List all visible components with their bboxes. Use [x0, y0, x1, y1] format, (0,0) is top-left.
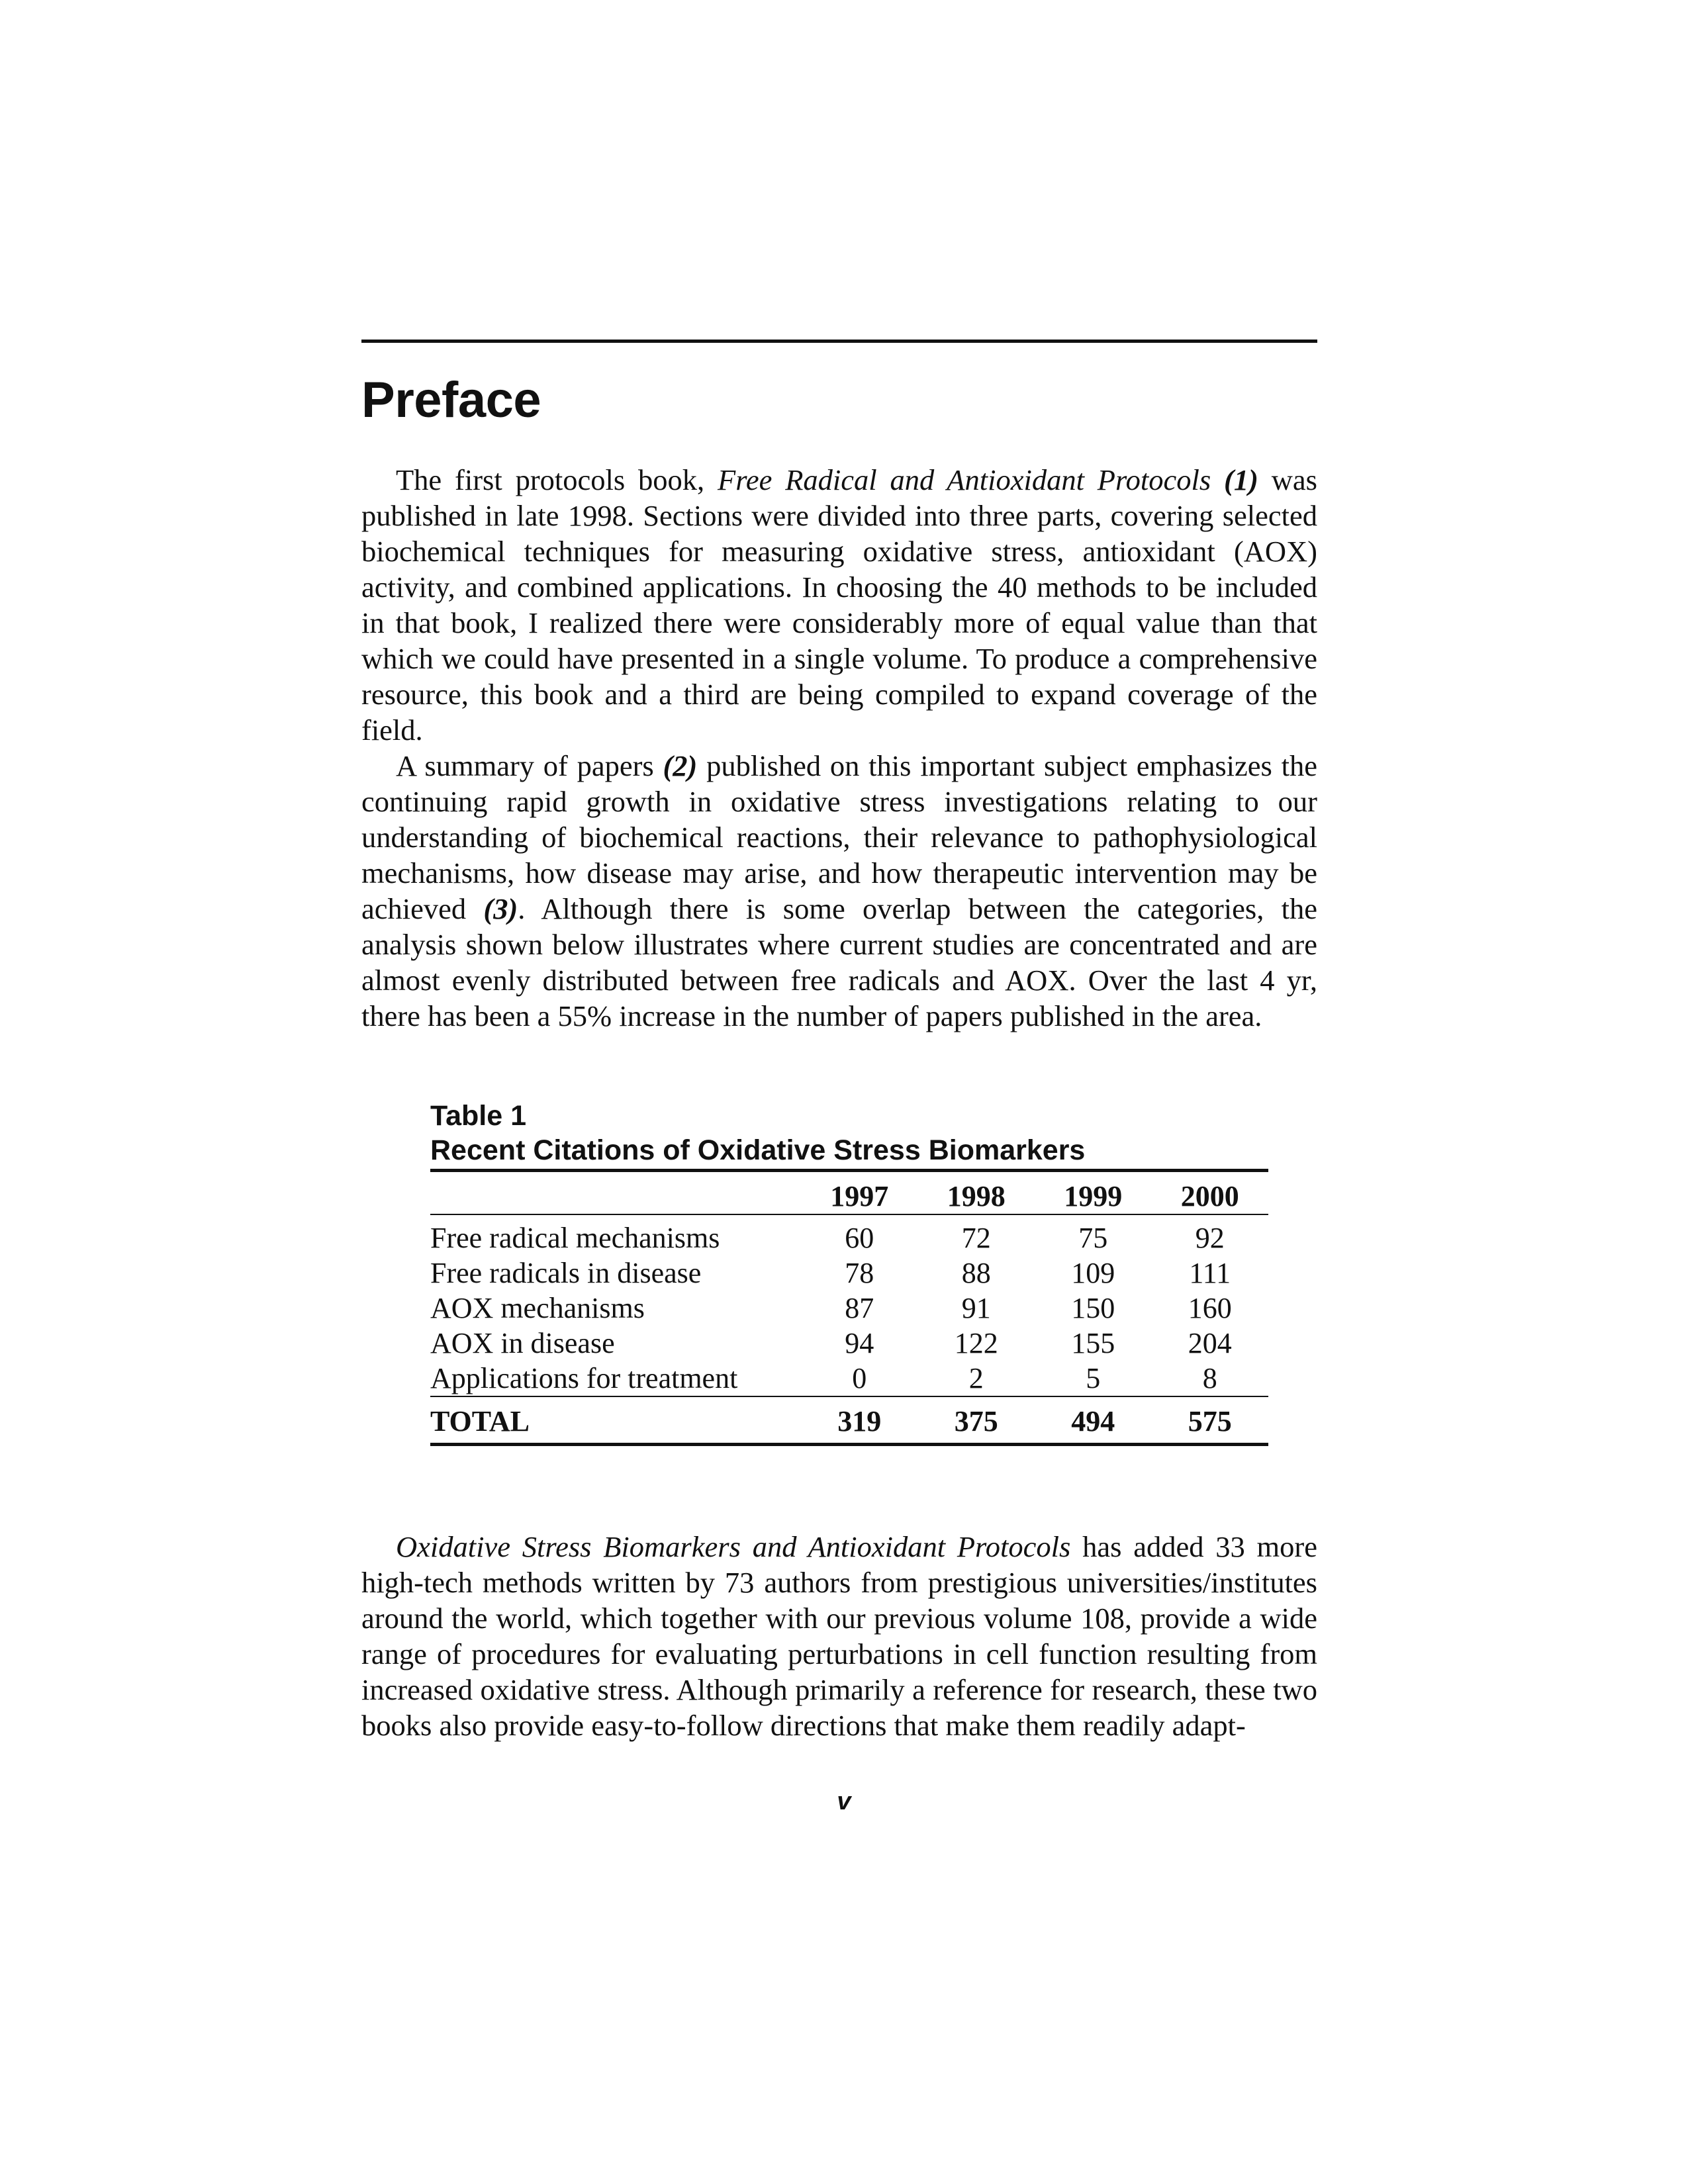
row-label: Free radicals in disease	[430, 1257, 702, 1289]
cell-value: 155	[1071, 1327, 1115, 1359]
header-blank	[430, 1172, 801, 1214]
p1-text-2: was published in late 1998. Sections were divided into three parts, covering selected biochemical techniques for measuring oxidative stress, antioxidant (AOX) activity, and combined applications. In choosing the 40 methods to be included in that book, I realized there were considerably more of equal value than that which we could have presented in a single volume. To produce a comprehensive resource, this book and a third are being compiled to expand coverage of the field.	[361, 463, 1317, 747]
top-rule	[361, 340, 1317, 343]
p3-book-title: Oxidative Stress Biomarkers and Antioxidant Protocols	[396, 1530, 1071, 1563]
cell-value: 5	[1086, 1362, 1101, 1394]
cell-value: 88	[961, 1257, 991, 1289]
table-1	[430, 1099, 1268, 1446]
total-value: 575	[1188, 1405, 1232, 1437]
citations-table	[430, 1172, 1268, 1446]
table-label: Table 1	[430, 1100, 526, 1132]
total-value: 494	[1071, 1405, 1115, 1437]
paragraph-3	[361, 1529, 1317, 1743]
row-label: Applications for treatment	[430, 1362, 738, 1394]
cell-value: 111	[1189, 1257, 1231, 1289]
page-number: v	[837, 1788, 851, 1815]
cell-value: 78	[845, 1257, 874, 1289]
table-header-row	[430, 1172, 1268, 1214]
cell-value: 204	[1188, 1327, 1232, 1359]
cell-value: 75	[1078, 1222, 1108, 1254]
p2-text-2: published on this important subject emphasizes the continuing rapid growth in oxidative stress investigations relating to our understanding of biochemical reactions, their relevance to pathophysiological mechanisms, how disease may arise, and how therapeutic intervention may be achieved	[361, 749, 1317, 925]
table-row	[430, 1214, 1268, 1255]
total-label: TOTAL	[430, 1405, 530, 1437]
table-row	[430, 1291, 1268, 1326]
p1-text-1: The first protocols book,	[396, 463, 718, 496]
p3-text-1: has added 33 more high-tech methods written by 73 authors from prestigious universities/institutes around the world, which together with our previous volume 108, provide a wide range of procedures for evaluating perturbations in cell function resulting from increased oxidative stress. Although primarily a reference for research, these two books also provide easy-to-follow directions that make them readily adapt-	[361, 1530, 1317, 1742]
cell-value: 91	[961, 1292, 991, 1324]
cell-value: 72	[961, 1222, 991, 1254]
table-title: Recent Citations of Oxidative Stress Biomarkers	[430, 1133, 1268, 1172]
body-block-2	[361, 1529, 1317, 1743]
paragraph-1	[361, 462, 1317, 748]
table-row	[430, 1326, 1268, 1361]
cell-value: 160	[1188, 1292, 1232, 1324]
p2-ref-3: (3)	[483, 892, 518, 925]
table-total-row	[430, 1396, 1268, 1445]
table-row	[430, 1361, 1268, 1396]
body-block-1	[361, 462, 1317, 1034]
cell-value: 8	[1202, 1362, 1217, 1394]
cell-value: 92	[1195, 1222, 1225, 1254]
p2-text-1: A summary of papers	[396, 749, 663, 782]
cell-value: 0	[852, 1362, 867, 1394]
total-value: 375	[954, 1405, 998, 1437]
header-year: 2000	[1180, 1180, 1239, 1212]
total-value: 319	[837, 1405, 882, 1437]
p2-ref-2: (2)	[663, 749, 698, 782]
header-year: 1998	[947, 1180, 1006, 1212]
p1-book-title: Free Radical and Antioxidant Protocols	[718, 463, 1211, 496]
cell-value: 122	[954, 1327, 998, 1359]
cell-value: 109	[1071, 1257, 1115, 1289]
row-label: Free radical mechanisms	[430, 1222, 720, 1254]
page-title: Preface	[361, 372, 541, 428]
row-label: AOX in disease	[430, 1327, 615, 1359]
p1-ref-1: (1)	[1211, 463, 1258, 496]
row-label: AOX mechanisms	[430, 1292, 645, 1324]
cell-value: 150	[1071, 1292, 1115, 1324]
paragraph-2	[361, 748, 1317, 1034]
p2-text-3: . Although there is some overlap between the categories, the analysis shown below illustrates where current studies are concentrated and are almost evenly distributed between free radicals and AOX. Over the last 4 yr, there has been a 55% increase in the number of papers published in the area.	[361, 892, 1318, 1032]
header-year: 1999	[1064, 1180, 1123, 1212]
cell-value: 94	[845, 1327, 874, 1359]
table-row	[430, 1255, 1268, 1291]
cell-value: 2	[968, 1362, 984, 1394]
cell-value: 87	[845, 1292, 874, 1324]
cell-value: 60	[845, 1222, 874, 1254]
header-year: 1997	[830, 1180, 889, 1212]
